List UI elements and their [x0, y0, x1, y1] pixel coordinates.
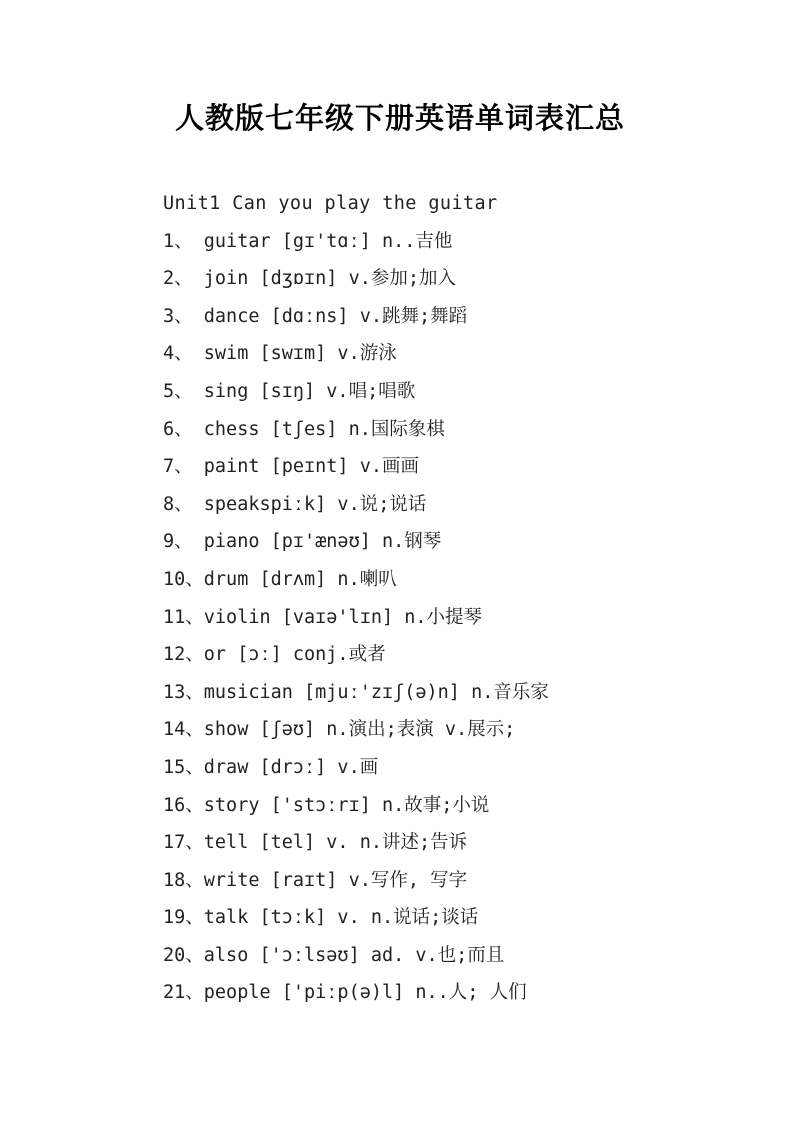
vocabulary-entry: 15、draw [drɔː] v.画 — [163, 756, 379, 778]
vocabulary-entry: 13、musician [mjuː'zɪʃ(ə)n] n.音乐家 — [163, 681, 549, 703]
vocabulary-entry: 8、 speakspiːk] v.说;说话 — [163, 493, 427, 515]
vocabulary-entry: 12、or [ɔː] conj.或者 — [163, 644, 386, 666]
vocabulary-entry: 2、 join [dʒɒɪn] v.参加;加入 — [163, 268, 456, 290]
vocabulary-entry: 19、talk [tɔːk] v. n.说话;谈话 — [163, 907, 479, 929]
vocabulary-entry: 4、 swim [swɪm] v.游泳 — [163, 343, 397, 365]
unit-heading: Unit1 Can you play the guitar — [163, 193, 498, 214]
vocabulary-entry: 16、story ['stɔːrɪ] n.故事;小说 — [163, 794, 490, 816]
vocabulary-entry: 1、 guitar [gɪ'tɑː] n..吉他 — [163, 230, 453, 252]
vocabulary-entry: 7、 paint [peɪnt] v.画画 — [163, 456, 419, 478]
vocabulary-entry: 18、write [raɪt] v.写作, 写字 — [163, 869, 468, 891]
vocabulary-entry: 10、drum [drʌm] n.喇叭 — [163, 568, 397, 590]
vocabulary-entry: 5、 sing [sɪŋ] v.唱;唱歌 — [163, 380, 416, 402]
vocabulary-entry: 21、people ['piːp(ə)l] n..人; 人们 — [163, 982, 527, 1004]
vocabulary-entry: 17、tell [tel] v. n.讲述;告诉 — [163, 832, 468, 854]
vocabulary-entry: 3、 dance [dɑːns] v.跳舞;舞蹈 — [163, 305, 468, 327]
vocabulary-entry: 14、show [ʃəʊ] n.演出;表演 v.展示; — [163, 719, 516, 741]
vocabulary-entry: 11、violin [vaɪə'lɪn] n.小提琴 — [163, 606, 483, 628]
vocabulary-entry: 6、 chess [tʃes] n.国际象棋 — [163, 418, 445, 440]
vocabulary-list — [163, 190, 763, 1017]
vocabulary-entry: 20、also ['ɔːlsəʊ] ad. v.也;而且 — [163, 944, 505, 966]
vocabulary-entry: 9、 piano [pɪ'ænəʊ] n.钢琴 — [163, 531, 442, 553]
document-title: 人教版七年级下册英语单词表汇总 — [174, 101, 625, 135]
